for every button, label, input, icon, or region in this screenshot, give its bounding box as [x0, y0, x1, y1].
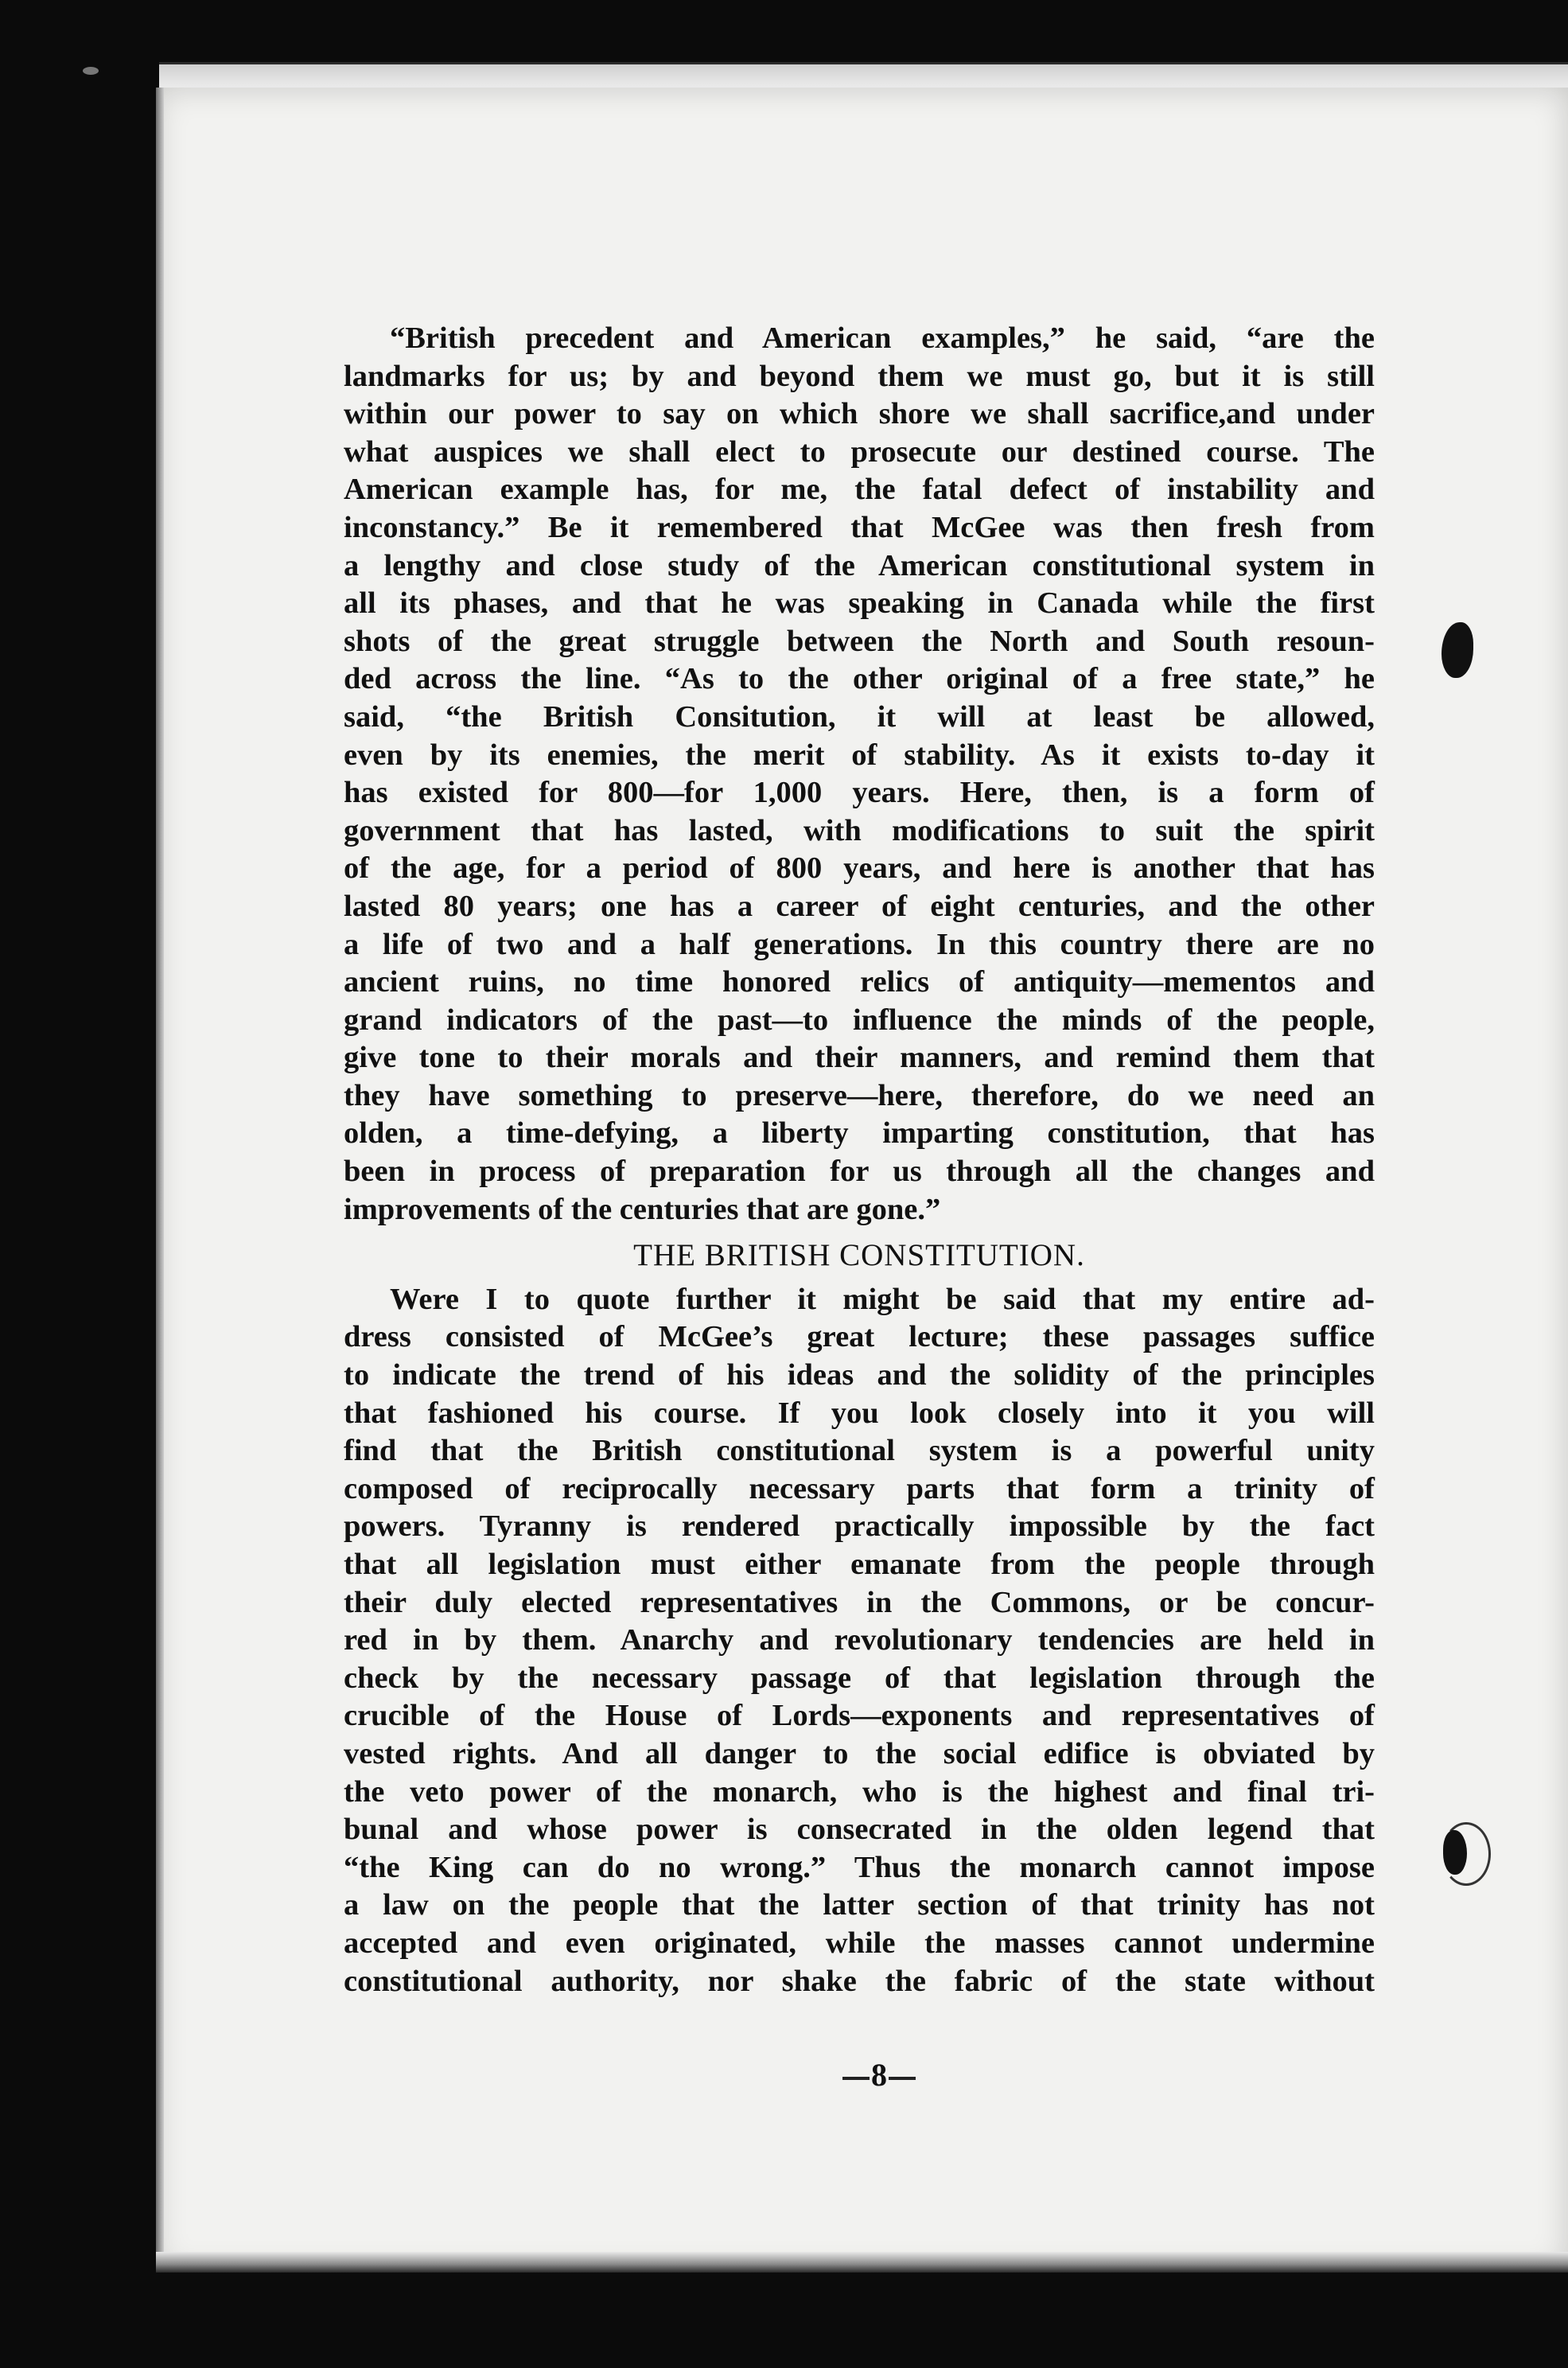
text-line: has existed for 800—for 1,000 years. Here, then, is a form of	[344, 776, 1375, 810]
text-line: “the King can do no wrong.” Thus the monarch cannot impose	[344, 1850, 1375, 1884]
text-line: composed of reciprocally necessary parts that form a trinity of	[344, 1471, 1375, 1505]
text-line: that all legislation must either emanate from the people through	[344, 1548, 1375, 1581]
text-line: inconstancy.” Be it remembered that McGee was then fresh from	[344, 510, 1375, 544]
text-line: improvements of the centuries that are gone.”	[344, 1192, 941, 1226]
text-line: all its phases, and that he was speaking in Canada while the first	[344, 586, 1375, 621]
text-line: powers. Tyranny is rendered practically impossible by the fact	[344, 1509, 1375, 1544]
text-line: accepted and even originated, while the masses cannot undermine	[344, 1926, 1375, 1960]
text-line: olden, a time-defying, a liberty imparting constitution, that has	[344, 1116, 1375, 1151]
text-line: crucible of the House of Lords—exponents and representatives of	[344, 1699, 1375, 1733]
text-line: to indicate the trend of his ideas and the solidity of the principles	[344, 1358, 1375, 1392]
text-line: red in by them. Anarchy and revolutionary tendencies are held in	[344, 1623, 1375, 1657]
scan-artifact	[83, 67, 99, 75]
text-line: Were I to quote further it might be said that my entire ad-	[390, 1282, 1375, 1316]
text-line: find that the British constitutional system is a powerful unity	[344, 1434, 1375, 1468]
page-number-value: 8	[871, 2057, 887, 2093]
text-line: what auspices we shall elect to prosecute our destined course. The	[344, 434, 1375, 469]
text-line: ancient ruins, no time honored relics of antiquity—mementos and	[344, 965, 1375, 999]
text-line: a lengthy and close study of the American constitutional system in	[344, 548, 1375, 582]
text-line: check by the necessary passage of that legislation through the	[344, 1661, 1375, 1695]
text-line: even by its enemies, the merit of stability. As it exists to-day it	[344, 738, 1375, 772]
text-line: a law on the people that the latter section of that trinity has not	[344, 1888, 1375, 1922]
text-line: lasted 80 years; one has a career of eight centuries, and the other	[344, 889, 1375, 923]
text-line: their duly elected representatives in the Commons, or be concur-	[344, 1585, 1375, 1619]
page-text	[344, 320, 1375, 2000]
page-bottom-edge	[156, 2252, 1568, 2273]
page-number-dash-left	[842, 2077, 870, 2080]
text-line: government that has lasted, with modifications to suit the spirit	[344, 813, 1375, 847]
text-line: bunal and whose power is consecrated in the olden legend that	[344, 1813, 1375, 1847]
paragraph-quote	[344, 320, 1375, 1229]
text-line: vested rights. And all danger to the social edifice is obviated by	[344, 1736, 1375, 1770]
text-line: constitutional authority, nor shake the fabric of the state without	[344, 1964, 1375, 1998]
text-line: the veto power of the monarch, who is the highest and final tri-	[344, 1774, 1375, 1809]
page-number-dash-right	[889, 2077, 916, 2080]
section-heading: THE BRITISH CONSTITUTION.	[633, 1238, 1085, 1273]
text-line: said, “the British Consitution, it will at least be allowed,	[344, 699, 1375, 734]
text-line: been in process of preparation for us through all the changes and	[344, 1155, 1375, 1189]
text-line: “British precedent and American examples,” he said, “are the	[390, 321, 1375, 355]
paragraph-constitution	[344, 1281, 1375, 2000]
text-line: ded across the line. “As to the other original of a free state,” he	[344, 662, 1375, 696]
text-line: dress consisted of McGee’s great lecture; these passages suffice	[344, 1320, 1375, 1354]
text-line: of the age, for a period of 800 years, and here is another that has	[344, 851, 1375, 886]
text-line: within our power to say on which shore we shall sacrifice,and under	[344, 397, 1375, 431]
text-line: give tone to their morals and their manners, and remind them that	[344, 1041, 1375, 1075]
text-line: grand indicators of the past—to influence the minds of the people,	[344, 1003, 1375, 1037]
text-line: American example has, for me, the fatal defect of instability and	[344, 473, 1375, 507]
page-left-edge	[156, 88, 164, 2272]
ink-blot	[1443, 1830, 1467, 1875]
text-line: a life of two and a half generations. In this country there are no	[344, 927, 1375, 961]
page-number	[819, 2056, 939, 2093]
text-line: that fashioned his course. If you look closely into it you will	[344, 1396, 1375, 1430]
text-line: shots of the great struggle between the North and South resoun-	[344, 624, 1375, 658]
text-line: landmarks for us; by and beyond them we must go, but it is still	[344, 359, 1375, 393]
text-line: they have something to preserve—here, therefore, do we need an	[344, 1078, 1375, 1112]
